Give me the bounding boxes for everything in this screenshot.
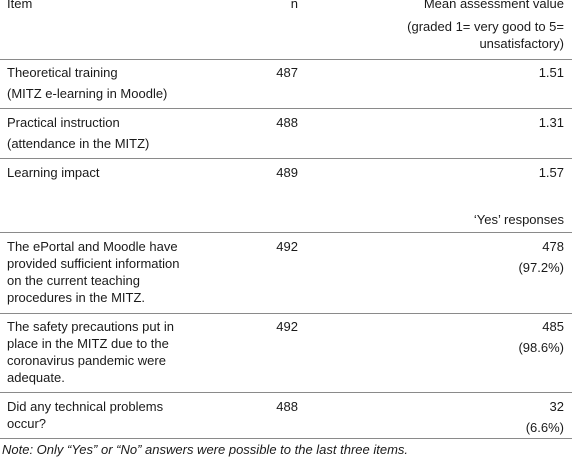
- row-n: 488: [276, 399, 298, 414]
- row-item: The ePortal and Moodle have provided sufficient information on the current teaching procedures in the MITZ.: [7, 239, 180, 305]
- row-item: The safety precautions put in place in the MITZ due to the coronavirus pandemic were adequate.: [7, 319, 174, 385]
- row-rule: [0, 108, 572, 109]
- header-rule: [0, 59, 572, 60]
- row-n: 489: [276, 165, 298, 180]
- yes-responses-header: ‘Yes’ responses: [473, 212, 564, 227]
- row-yes-count: 478 (97.2%): [518, 239, 564, 275]
- header-value-line: (graded 1= very good to 5=: [407, 19, 564, 34]
- table-bottom-rule: [0, 438, 572, 439]
- row-item: Theoretical training (MITZ e-learning in Moodle): [7, 65, 168, 101]
- row-mean-value: 1.51: [538, 65, 564, 80]
- table-note: Note: Only “Yes” or “No” answers were possible to the last three items.: [2, 442, 409, 457]
- row-n: 492: [276, 319, 298, 334]
- row-item: Learning impact: [7, 165, 100, 180]
- header-value-line: Mean assessment value: [423, 0, 564, 11]
- row-yes-count: 32 (6.6%): [525, 399, 564, 435]
- row-item: Practical instruction (attendance in the MITZ): [7, 115, 150, 151]
- row-rule: [0, 392, 572, 393]
- row-yes-count: 485 (98.6%): [518, 319, 564, 355]
- row-n: 492: [276, 239, 298, 254]
- header-n: n: [290, 0, 298, 11]
- row-mean-value: 1.57: [538, 165, 564, 180]
- row-mean-value: 1.31: [538, 115, 564, 130]
- row-n: 488: [276, 115, 298, 130]
- header-item: Item: [7, 0, 33, 11]
- row-rule: [0, 313, 572, 314]
- row-rule: [0, 158, 572, 159]
- header-value-line: unsatisfactory): [479, 36, 564, 51]
- row-n: 487: [276, 65, 298, 80]
- row-rule: [0, 232, 572, 233]
- row-item: Did any technical problems occur?: [7, 399, 164, 431]
- header-mean-assessment: [324, 0, 564, 52]
